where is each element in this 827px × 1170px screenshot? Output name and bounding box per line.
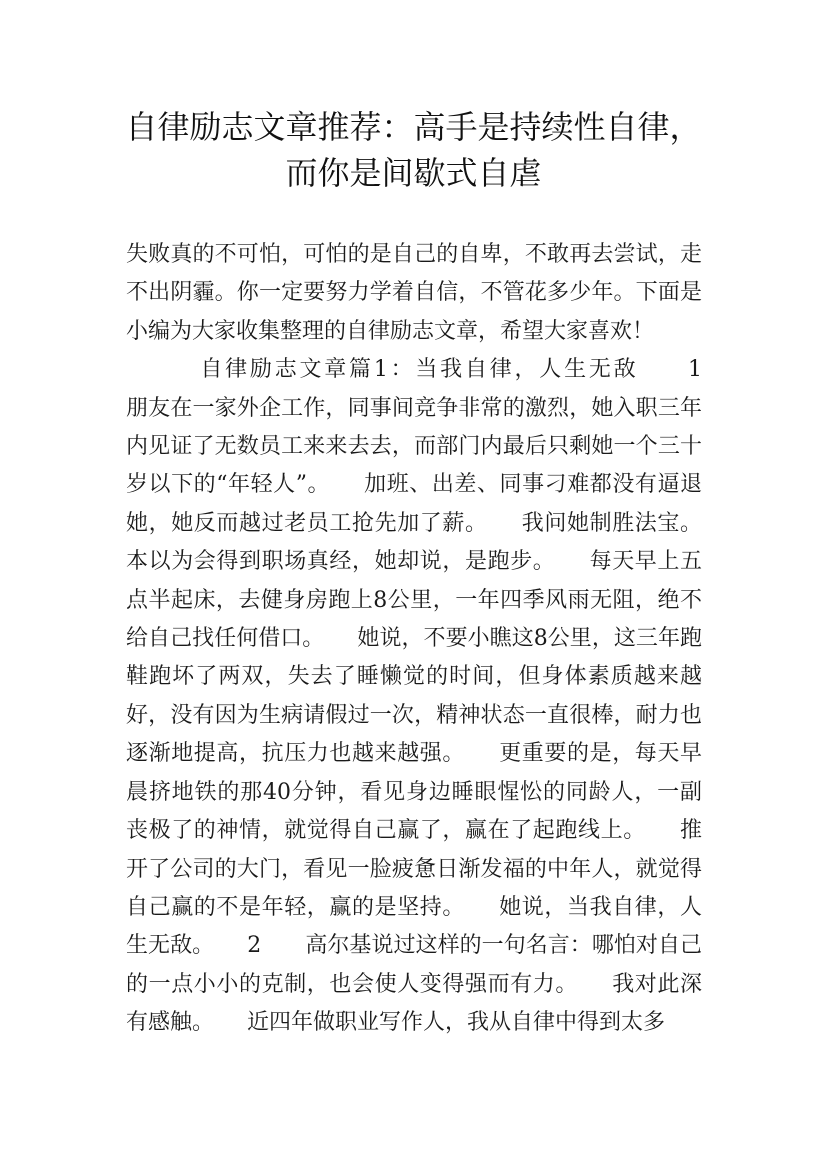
article-body: 失败真的不可怕，可怕的是自己的自卑，不敢再去尝试，走不出阴霾。你一定要努力学着自信，不管花多少年。下面是小编为大家收集整理的自律励志文章，希望大家喜欢！ 自律励志文章篇1：当我自律，人生无敌 1 朋友在一家外企工作，同事间竞争非常的激烈，她入职三年内见证了无数员工来来去去，而部门内最后只剩她一个三十岁以下的“年轻人”。 加班、出差、同事刁难都没有逼退她，她反而越过老员工抢先加了薪。 我问她制胜法宝。本以为会得到职场真经，她却说，是跑步。 每天早上五点半起床，去健身房跑上8公里，一年四季风雨无阻，绝不给自己找任何借口。 她说，不要小瞧这8公里，这三年跑鞋跑坏了两双，失去了睡懒觉的时间，但身体素质越来越好，没有因为生病请假过一次，精神状态一直很棒，耐力也逐渐地提高，抗压力也越来越强。 更重要的是，每天早晨挤地铁的那40分钟，看见身边睡眼惺忪的同龄人，一副丧极了的神情，就觉得自己赢了，赢在了起跑线上。 推开了公司的大门，看见一脸疲惫日渐发福的中年人，就觉得自己赢的不是年轻，赢的是坚持。 她说，当我自律，人生无敌。 2 高尔基说过这样的一句名言：哪怕对自己的一点小小的克制，也会使人变得强而有力。 我对此深有感触。 近四年做职业写作人，我从自律中得到太多 [126,242,702,1036]
article-title: 自律励志文章推荐：高手是持续性自律，而你是间歇式自虐 [125,108,702,192]
